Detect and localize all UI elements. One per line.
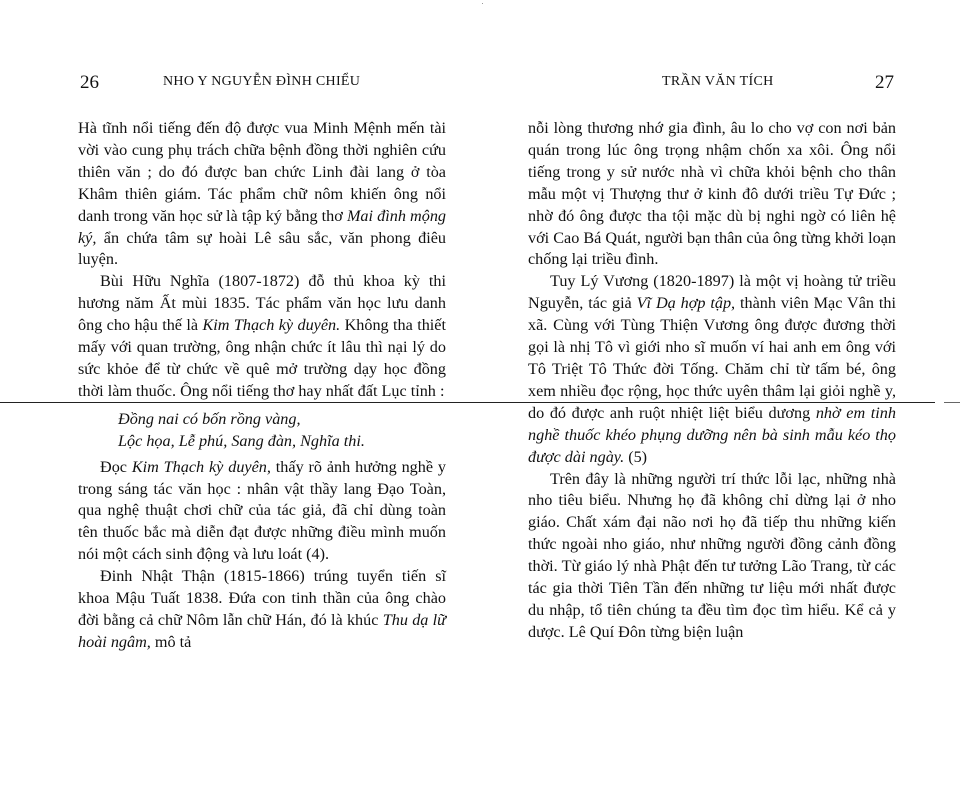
paragraph: Đọc Kim Thạch kỳ duyên, thấy rõ ảnh hưởng nghề y trong sáng tác văn học : nhân vật thầy lang Đạo Toàn, qua nghệ thuật chơi chữ của tác giả, đã chỉ dùng toàn tên thuốc bắc mà diễn đạt được những điều mình muốn nói một cách sinh động và lưu loát (4). — [78, 457, 446, 564]
work-title: Vĩ Dạ hợp tập, — [636, 294, 736, 313]
right-page-body — [528, 118, 896, 644]
quotation: nhờ em tinh nghề thuốc khéo phụng dưỡng nên bà sinh mẫu kéo thọ được dài ngày. — [528, 403, 896, 466]
work-title: Kim Thạch kỳ duyên. — [202, 316, 341, 335]
left-running-header: NHO Y NGUYỄN ĐÌNH CHIỂU — [163, 74, 361, 89]
paragraph: Trên đây là những người trí thức lỗi lạc, những nhà nho tiêu biểu. Nhưng họ đã không chỉ dừng lại ở nho giáo. Chất xám đại não nơi họ đã tiếp thu những kiến thức ngoài nho giáo, như những người đồng cảnh đồng thời. Từ giáo lý nhà Phật đến tư tưởng Lão Trang, từ các tác gia thời Tiên Tần đến những tư liệu mới nhất được du nhập, tổ tiên chúng ta đều tìm đọc tìm hiểu. Kể cả y dược. Lê Quí Đôn từng biện luận — [528, 469, 896, 641]
left-page-body — [78, 118, 446, 654]
scan-line — [0, 402, 935, 403]
work-title: Thu dạ lữ hoài ngâm, — [78, 610, 446, 651]
scan-speck — [482, 3, 483, 4]
work-title: Mai đình mộng ký, — [78, 206, 447, 247]
paragraph: Tuy Lý Vương (1820-1897) là một vị hoàng tử triều Nguyễn, tác giả Vĩ Dạ hợp tập, thành viên Mạc Vân thi xã. Cùng với Tùng Thiện Vương ông được đương thời gọi là nhị Tô vì giới nho sĩ muốn ví hai anh em ông với Tô Triệt Tô Thức đời Tống. Chăm chỉ từ tấm bé, ông xem nhiều đọc rộng, học thức uyên thâm lại giỏi nghề y, do đó được anh ruột nhiệt liệt biểu dương nhờ em tinh nghề thuốc khéo phụng dưỡng nên bà sinh mẫu kéo thọ được dài ngày. (5) — [528, 272, 896, 466]
paragraph: nỗi lòng thương nhớ gia đình, âu lo cho vợ con nơi bản quán trong lúc ông trọng nhậm chốn xa xôi. Ông nổi tiếng trong y sử nước nhà vì chữa khỏi bệnh cho thân mẫu một vị Thượng thư ở kinh đô dưới triều Tự Đức ; nhờ đó ông được tha tội mặc dù bị nghi ngờ có liên hệ với Cao Bá Quát, người bạn thân của ông từng khởi loạn chống lại triều đình. — [528, 119, 896, 269]
right-running-header: TRẦN VĂN TÍCH — [662, 74, 774, 89]
scan-line-tick — [944, 402, 960, 403]
poem-line: Đồng nai có bốn rồng vàng, — [118, 409, 301, 428]
paragraph: Hà tĩnh nổi tiếng đến độ được vua Minh Mệnh mến tài vời vào cung phụ trách chữa bệnh đồng thời nghiên cứu thiên văn ; do đó được ban chức Linh đài lang ở tòa Khâm thiên giám. Tác phẩm chữ nôm khiến ông nổi danh trong văn học sử là tập ký bằng thơ Mai đình mộng ký, ẩn chứa tâm sự hoài Lê sâu sắc, văn phong điêu luyện. — [78, 119, 447, 269]
poem-line: Lộc họa, Lễ phú, Sang đàn, Nghĩa thi. — [118, 431, 365, 450]
paragraph: Đinh Nhật Thận (1815-1866) trúng tuyển tiến sĩ khoa Mậu Tuất 1838. Đứa con tinh thần của ông chào đời bằng cả chữ Nôm lẫn chữ Hán, đó là khúc Thu dạ lữ hoài ngâm, mô tả — [78, 567, 446, 651]
right-page-number: 27 — [875, 72, 894, 93]
paragraph: Bùi Hữu Nghĩa (1807-1872) đỗ thủ khoa kỳ thi hương năm Ất mùi 1835. Tác phẩm văn học lưu danh ông cho hậu thế là Kim Thạch kỳ duyên. Không tha thiết mấy với quan trường, ông nhận chức ít lâu thì nại lý do sức khỏe để từ chức về quê mở trường dạy học đồng thời làm thuốc. Ông nổi tiếng thơ hay nhất đất Lục tỉnh : — [78, 272, 446, 400]
work-title: Kim Thạch kỳ duyên, — [131, 457, 271, 476]
left-page-number: 26 — [80, 72, 99, 93]
